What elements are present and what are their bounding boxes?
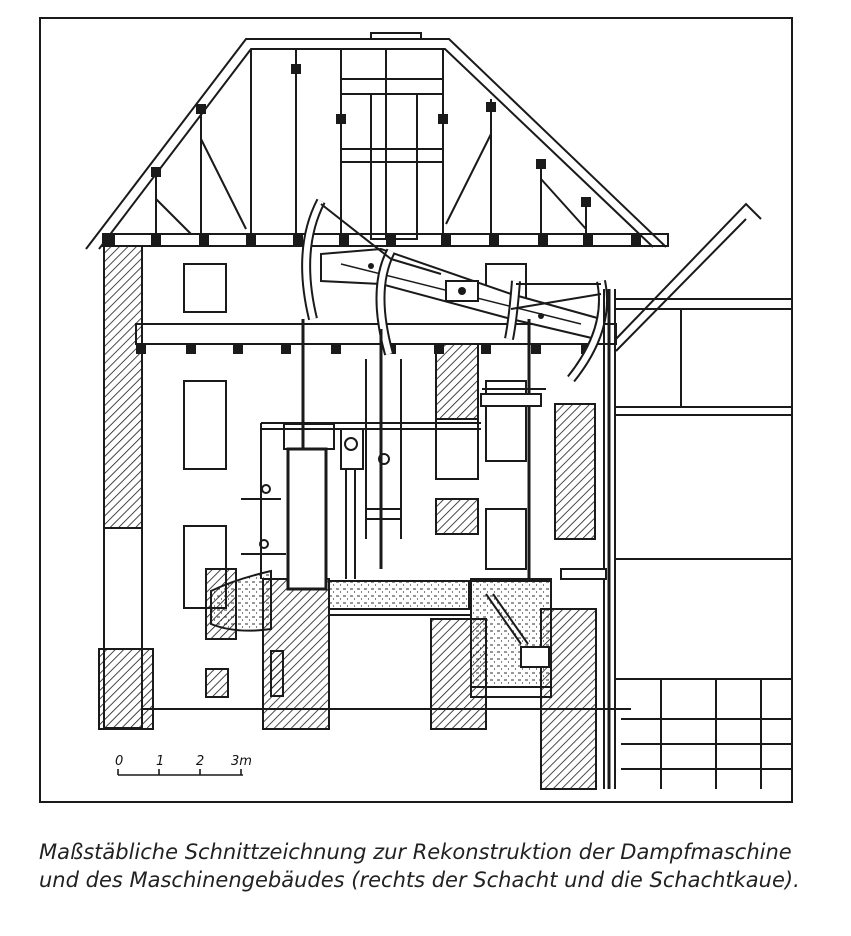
figure-frame — [39, 17, 793, 803]
scale-label-1: 1 — [156, 754, 165, 769]
scale-bar — [115, 754, 252, 775]
scale-label-0: 0 — [115, 754, 124, 769]
section-drawing — [41, 19, 791, 801]
figure-caption: Maßstäbliche Schnittzeichnung zur Rekonstruktion der Dampfmaschine und des Maschinengebäudes (rechts der Schacht und die Schachtkaue). — [39, 840, 800, 892]
scale-label-3m: 3m — [231, 754, 252, 769]
scale-label-2: 2 — [196, 754, 205, 769]
roof — [86, 33, 668, 249]
